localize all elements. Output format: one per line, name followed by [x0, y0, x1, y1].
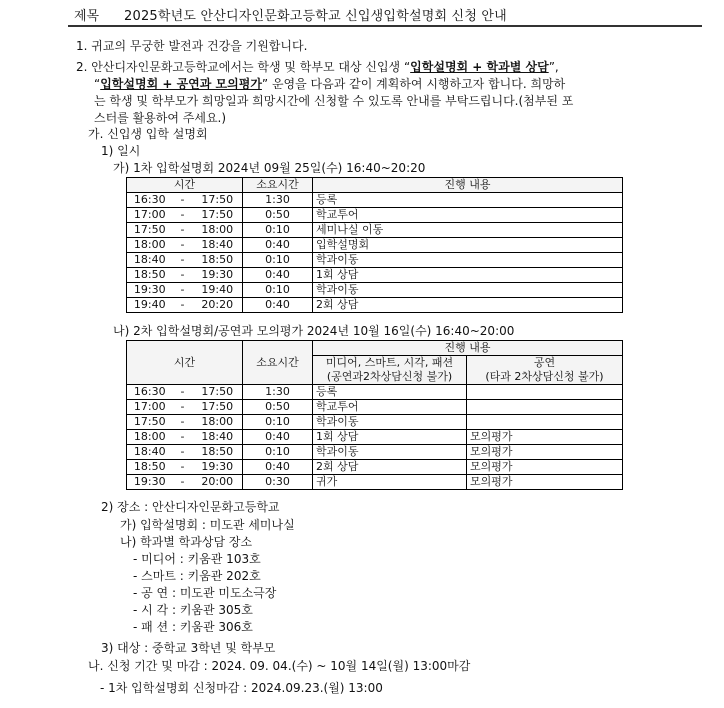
paragraph-2-line-2: [94, 77, 565, 91]
place-item: - 패 션 : 키움관 306호: [133, 620, 253, 634]
table-row: [127, 208, 623, 223]
place-item: - 미디어 : 키움관 103호: [133, 552, 261, 566]
header-program: 진행 내용: [313, 341, 623, 356]
p2-text: “: [94, 77, 101, 91]
p2-text: 2. 안산디자인문화고등학교에서는 학생 및 학부모 대상 신입생 “: [76, 60, 411, 74]
cell-program: 귀가: [313, 475, 467, 490]
cell-program: 학과이동: [313, 283, 623, 298]
second-session-heading: 나) 2차 입학설명회/공연과 모의평가 2024년 10월 16일(수) 16:40~20:00: [113, 324, 515, 338]
first-session-table: [126, 177, 623, 313]
cell-program-alt: [467, 415, 623, 430]
header-time: 시간: [127, 178, 243, 193]
cell-start-time: 19:40: [127, 298, 173, 313]
cell-program: 세미나실 이동: [313, 223, 623, 238]
cell-end-time: 18:50: [193, 445, 243, 460]
cell-end-time: 17:50: [193, 208, 243, 223]
cell-program-alt: [467, 400, 623, 415]
table-row: [127, 430, 623, 445]
cell-program-alt: 모의평가: [467, 460, 623, 475]
first-session-heading: 가) 1차 입학설명회 2024년 09월 25일(수) 16:40~20:20: [113, 161, 426, 175]
cell-start-time: 17:50: [127, 223, 173, 238]
p2-text: ”,: [548, 60, 559, 74]
cell-program: 1회 상담: [313, 268, 623, 283]
table-row: [127, 193, 623, 208]
p2-emphasis-1: 입학설명회 + 학과별 상담: [410, 60, 549, 74]
cell-duration: 0:50: [243, 208, 313, 223]
table-row: [127, 400, 623, 415]
cell-duration: 0:40: [243, 430, 313, 445]
cell-start-time: 19:30: [127, 283, 173, 298]
table-row: [127, 283, 623, 298]
table-row: [127, 385, 623, 400]
table-row: [127, 268, 623, 283]
cell-dash: -: [173, 223, 193, 238]
cell-end-time: 17:50: [193, 400, 243, 415]
header-track-main-note: (공연과2차상담신청 불가): [313, 370, 467, 385]
place-item: - 시 각 : 키움관 305호: [133, 603, 253, 617]
target-line: 3) 대상 : 중학교 3학년 및 학부모: [101, 641, 276, 655]
p2-text: ” 운영을 다음과 같이 계획하여 시행하고자 합니다. 희망하: [261, 77, 566, 91]
cell-program: 등록: [313, 193, 623, 208]
paragraph-2-line-4: 스터를 활용하여 주세요.): [94, 111, 227, 125]
cell-dash: -: [173, 268, 193, 283]
cell-start-time: 18:40: [127, 445, 173, 460]
table-header-row: [127, 178, 623, 193]
cell-end-time: 19:30: [193, 460, 243, 475]
cell-start-time: 17:50: [127, 415, 173, 430]
header-time: 시간: [127, 341, 243, 385]
paragraph-2-line-1: [76, 60, 559, 74]
cell-dash: -: [173, 415, 193, 430]
cell-program-alt: 모의평가: [467, 475, 623, 490]
cell-duration: 0:10: [243, 253, 313, 268]
cell-dash: -: [173, 430, 193, 445]
title-bar: [68, 0, 702, 27]
cell-duration: 0:10: [243, 415, 313, 430]
cell-program: 2회 상담: [313, 298, 623, 313]
header-program: 진행 내용: [313, 178, 623, 193]
header-duration: 소요시간: [243, 178, 313, 193]
cell-duration: 0:40: [243, 460, 313, 475]
cell-program-alt: 모의평가: [467, 445, 623, 460]
cell-start-time: 18:00: [127, 430, 173, 445]
header-track-main: 미디어, 스마트, 시각, 패션: [313, 356, 467, 371]
cell-start-time: 18:00: [127, 238, 173, 253]
cell-program: 등록: [313, 385, 467, 400]
cell-start-time: 17:00: [127, 208, 173, 223]
cell-end-time: 17:50: [193, 193, 243, 208]
place-item: - 공 연 : 미도관 미도소극장: [133, 586, 277, 600]
table-row: [127, 253, 623, 268]
cell-end-time: 19:40: [193, 283, 243, 298]
table-row: [127, 223, 623, 238]
table-header-row: [127, 341, 623, 356]
cell-end-time: 17:50: [193, 385, 243, 400]
cell-duration: 0:40: [243, 238, 313, 253]
section-ga-heading: 가. 신입생 입학 설명회: [88, 127, 208, 141]
cell-end-time: 19:30: [193, 268, 243, 283]
cell-start-time: 17:00: [127, 400, 173, 415]
cell-program: 2회 상담: [313, 460, 467, 475]
cell-program: 학과이동: [313, 415, 467, 430]
cell-program: 1회 상담: [313, 430, 467, 445]
cell-start-time: 18:40: [127, 253, 173, 268]
cell-duration: 0:40: [243, 298, 313, 313]
cell-program: 입학설명회: [313, 238, 623, 253]
section-na-heading: 나. 신청 기간 및 마감 : 2024. 09. 04.(수) ~ 10월 14일(월) 13:00마감: [88, 659, 471, 673]
cell-end-time: 18:50: [193, 253, 243, 268]
cell-dash: -: [173, 400, 193, 415]
header-track-performance-note: (타과 2차상담신청 불가): [467, 370, 623, 385]
cell-dash: -: [173, 385, 193, 400]
cell-end-time: 18:40: [193, 238, 243, 253]
cell-duration: 1:30: [243, 193, 313, 208]
title-label: 제목: [74, 9, 100, 24]
deadline-line: - 1차 입학설명회 신청마감 : 2024.09.23.(월) 13:00: [100, 681, 383, 695]
place-b: 나) 학과별 학과상담 장소: [120, 535, 253, 549]
place-item: - 스마트 : 키움관 202호: [133, 569, 261, 583]
p2-emphasis-2: 입학설명회 + 공연과 모의평가: [100, 77, 262, 91]
cell-dash: -: [173, 253, 193, 268]
table-row: [127, 475, 623, 490]
document-title: 2025학년도 안산디자인문화고등학교 신입생입학설명회 신청 안내: [124, 9, 507, 24]
place-a: 가) 입학설명회 : 미도관 세미나실: [120, 518, 295, 532]
cell-duration: 0:10: [243, 283, 313, 298]
cell-program: 학교투어: [313, 208, 623, 223]
cell-dash: -: [173, 475, 193, 490]
cell-end-time: 20:00: [193, 475, 243, 490]
cell-dash: -: [173, 460, 193, 475]
cell-start-time: 19:30: [127, 475, 173, 490]
cell-start-time: 16:30: [127, 193, 173, 208]
header-duration: 소요시간: [243, 341, 313, 385]
cell-program: 학과이동: [313, 253, 623, 268]
cell-dash: -: [173, 208, 193, 223]
cell-start-time: 18:50: [127, 268, 173, 283]
paragraph-2-line-3: 는 학생 및 학부모가 희망일과 희망시간에 신청할 수 있도록 안내를 부탁드립니다.(첨부된 포: [94, 94, 574, 108]
second-session-table: [126, 340, 623, 490]
header-track-performance: 공연: [467, 356, 623, 371]
table-row: [127, 445, 623, 460]
cell-end-time: 18:00: [193, 223, 243, 238]
cell-dash: -: [173, 238, 193, 253]
cell-dash: -: [173, 445, 193, 460]
cell-start-time: 18:50: [127, 460, 173, 475]
paragraph-1: 1. 귀교의 무궁한 발전과 건강을 기원합니다.: [76, 39, 308, 53]
place-heading: 2) 장소 : 안산디자인문화고등학교: [101, 500, 280, 514]
cell-duration: 0:40: [243, 268, 313, 283]
cell-end-time: 20:20: [193, 298, 243, 313]
table-row: [127, 415, 623, 430]
table-row: [127, 238, 623, 253]
cell-program-alt: [467, 385, 623, 400]
cell-program-alt: 모의평가: [467, 430, 623, 445]
schedule-heading: 1) 일시: [101, 144, 141, 158]
cell-dash: -: [173, 283, 193, 298]
cell-duration: 0:50: [243, 400, 313, 415]
cell-dash: -: [173, 193, 193, 208]
table-row: [127, 298, 623, 313]
cell-end-time: 18:40: [193, 430, 243, 445]
cell-dash: -: [173, 298, 193, 313]
cell-program: 학과이동: [313, 445, 467, 460]
cell-end-time: 18:00: [193, 415, 243, 430]
cell-duration: 0:30: [243, 475, 313, 490]
cell-duration: 0:10: [243, 223, 313, 238]
cell-start-time: 16:30: [127, 385, 173, 400]
table-row: [127, 460, 623, 475]
cell-duration: 1:30: [243, 385, 313, 400]
cell-program: 학교투어: [313, 400, 467, 415]
cell-duration: 0:10: [243, 445, 313, 460]
